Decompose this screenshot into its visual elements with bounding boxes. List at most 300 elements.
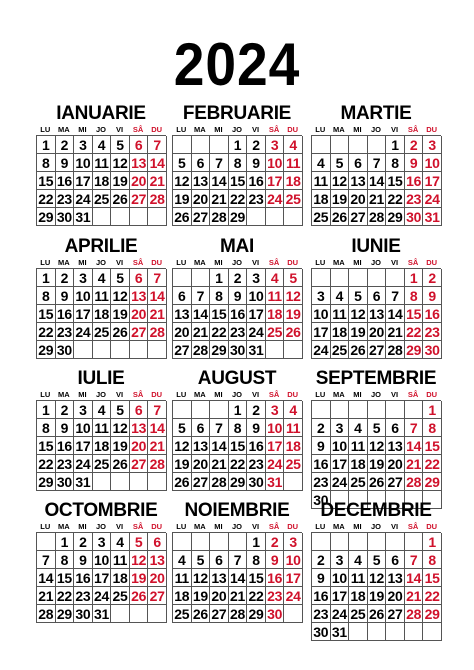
weekday-label: DU bbox=[426, 125, 438, 134]
day-cell: 27 bbox=[173, 341, 192, 359]
weekday-header bbox=[36, 258, 166, 268]
weekday-label: LU bbox=[176, 258, 187, 267]
day-cell: 18 bbox=[173, 587, 192, 605]
day-cell: 21 bbox=[148, 172, 167, 190]
day-cell: 7 bbox=[405, 551, 424, 569]
day-cell: 17 bbox=[312, 323, 331, 341]
weekday-label: LU bbox=[315, 390, 326, 399]
empty-cell bbox=[386, 533, 405, 551]
day-cell: 3 bbox=[93, 533, 112, 551]
day-cell: 30 bbox=[56, 341, 75, 359]
day-cell: 22 bbox=[386, 190, 405, 208]
weekday-label: LU bbox=[176, 125, 187, 134]
day-cell: 16 bbox=[312, 455, 331, 473]
day-cell: 18 bbox=[266, 305, 285, 323]
empty-cell bbox=[386, 401, 405, 419]
day-cell: 14 bbox=[210, 437, 229, 455]
day-cell: 19 bbox=[173, 455, 192, 473]
weekday-label: VI bbox=[390, 125, 399, 134]
day-cell: 12 bbox=[130, 551, 149, 569]
day-cell: 2 bbox=[405, 136, 424, 154]
day-cell: 1 bbox=[405, 269, 424, 287]
day-cell: 15 bbox=[37, 305, 56, 323]
empty-cell bbox=[192, 136, 211, 154]
day-cell: 16 bbox=[405, 172, 424, 190]
day-cell: 13 bbox=[130, 154, 149, 172]
month-name: NOIEMBRIE bbox=[184, 500, 290, 521]
day-cell: 18 bbox=[284, 437, 303, 455]
weekday-label: LU bbox=[40, 258, 51, 267]
day-cell: 10 bbox=[74, 419, 93, 437]
day-cell: 30 bbox=[312, 623, 331, 641]
day-cell: 13 bbox=[386, 569, 405, 587]
day-cell: 25 bbox=[266, 323, 285, 341]
day-grid bbox=[172, 268, 302, 359]
day-cell: 10 bbox=[331, 569, 350, 587]
day-cell: 1 bbox=[56, 533, 75, 551]
weekday-label: DU bbox=[151, 522, 163, 531]
day-cell: 19 bbox=[173, 190, 192, 208]
day-cell: 26 bbox=[368, 473, 387, 491]
day-cell: 4 bbox=[331, 287, 350, 305]
day-cell: 7 bbox=[148, 401, 167, 419]
weekday-label: JO bbox=[231, 125, 242, 134]
day-cell: 1 bbox=[210, 269, 229, 287]
day-cell: 23 bbox=[247, 455, 266, 473]
weekday-header bbox=[311, 522, 441, 532]
day-cell: 23 bbox=[405, 190, 424, 208]
day-cell: 5 bbox=[331, 154, 350, 172]
day-cell: 26 bbox=[130, 587, 149, 605]
day-cell: 29 bbox=[56, 605, 75, 623]
day-cell: 9 bbox=[56, 154, 75, 172]
day-cell: 24 bbox=[247, 323, 266, 341]
month-name: AUGUST bbox=[197, 368, 277, 389]
day-cell: 14 bbox=[368, 172, 387, 190]
day-cell: 28 bbox=[148, 455, 167, 473]
empty-cell bbox=[266, 341, 285, 359]
day-cell: 28 bbox=[405, 605, 424, 623]
day-cell: 5 bbox=[192, 551, 211, 569]
day-cell: 19 bbox=[111, 172, 130, 190]
empty-cell bbox=[284, 473, 303, 491]
weekday-label: JO bbox=[95, 258, 106, 267]
empty-cell bbox=[111, 473, 130, 491]
empty-cell bbox=[284, 341, 303, 359]
weekday-label: VI bbox=[251, 125, 260, 134]
day-cell: 2 bbox=[247, 136, 266, 154]
empty-cell bbox=[74, 341, 93, 359]
empty-cell bbox=[284, 605, 303, 623]
weekday-label: SÂ bbox=[407, 390, 419, 399]
day-cell: 24 bbox=[331, 605, 350, 623]
weekday-label: MI bbox=[353, 258, 362, 267]
day-cell: 4 bbox=[284, 136, 303, 154]
day-cell: 5 bbox=[173, 154, 192, 172]
day-cell: 29 bbox=[423, 473, 442, 491]
day-cell: 20 bbox=[192, 455, 211, 473]
day-cell: 7 bbox=[405, 419, 424, 437]
day-cell: 14 bbox=[192, 305, 211, 323]
day-cell: 9 bbox=[405, 154, 424, 172]
weekday-label: SÂ bbox=[407, 125, 419, 134]
day-cell: 10 bbox=[423, 154, 442, 172]
empty-cell bbox=[331, 269, 350, 287]
day-cell: 22 bbox=[423, 587, 442, 605]
weekday-label: MA bbox=[194, 522, 206, 531]
day-cell: 27 bbox=[386, 605, 405, 623]
day-cell: 3 bbox=[423, 136, 442, 154]
weekday-label: MI bbox=[78, 258, 87, 267]
day-cell: 13 bbox=[192, 437, 211, 455]
day-cell: 6 bbox=[386, 419, 405, 437]
weekday-label: SÂ bbox=[268, 390, 280, 399]
day-cell: 2 bbox=[247, 401, 266, 419]
day-cell: 13 bbox=[349, 172, 368, 190]
day-cell: 31 bbox=[93, 605, 112, 623]
day-cell: 10 bbox=[312, 305, 331, 323]
month-name: MAI bbox=[220, 236, 254, 257]
day-cell: 14 bbox=[148, 287, 167, 305]
weekday-label: MI bbox=[214, 390, 223, 399]
empty-cell bbox=[130, 208, 149, 226]
day-cell: 12 bbox=[111, 419, 130, 437]
day-cell: 14 bbox=[229, 569, 248, 587]
day-cell: 23 bbox=[56, 455, 75, 473]
day-grid bbox=[36, 400, 166, 491]
day-cell: 17 bbox=[423, 172, 442, 190]
day-cell: 8 bbox=[405, 287, 424, 305]
month-iulie bbox=[36, 368, 166, 491]
day-cell: 20 bbox=[349, 190, 368, 208]
empty-cell bbox=[247, 208, 266, 226]
day-cell: 11 bbox=[349, 437, 368, 455]
day-cell: 21 bbox=[368, 190, 387, 208]
empty-cell bbox=[331, 533, 350, 551]
empty-cell bbox=[349, 136, 368, 154]
empty-cell bbox=[349, 623, 368, 641]
day-cell: 15 bbox=[37, 437, 56, 455]
day-cell: 3 bbox=[266, 136, 285, 154]
day-cell: 3 bbox=[247, 269, 266, 287]
weekday-label: VI bbox=[115, 390, 124, 399]
day-cell: 17 bbox=[284, 569, 303, 587]
weekday-label: MA bbox=[194, 125, 206, 134]
month-name: APRILIE bbox=[64, 236, 138, 257]
day-cell: 14 bbox=[148, 154, 167, 172]
weekday-label: DU bbox=[287, 258, 299, 267]
weekday-header bbox=[172, 125, 302, 135]
day-cell: 17 bbox=[266, 437, 285, 455]
day-cell: 15 bbox=[423, 437, 442, 455]
weekday-label: DU bbox=[287, 125, 299, 134]
day-cell: 28 bbox=[37, 605, 56, 623]
day-cell: 16 bbox=[312, 587, 331, 605]
empty-cell bbox=[349, 269, 368, 287]
day-cell: 31 bbox=[266, 473, 285, 491]
day-cell: 27 bbox=[130, 323, 149, 341]
day-cell: 4 bbox=[111, 533, 130, 551]
day-cell: 27 bbox=[368, 341, 387, 359]
empty-cell bbox=[405, 401, 424, 419]
day-cell: 5 bbox=[284, 269, 303, 287]
weekday-label: JO bbox=[370, 522, 381, 531]
day-cell: 25 bbox=[111, 587, 130, 605]
month-name: MARTIE bbox=[340, 103, 412, 124]
day-cell: 21 bbox=[148, 437, 167, 455]
day-cell: 1 bbox=[229, 136, 248, 154]
day-cell: 5 bbox=[111, 401, 130, 419]
day-cell: 24 bbox=[266, 455, 285, 473]
day-cell: 16 bbox=[247, 437, 266, 455]
day-cell: 31 bbox=[74, 473, 93, 491]
day-cell: 11 bbox=[349, 569, 368, 587]
empty-cell bbox=[368, 269, 387, 287]
day-cell: 25 bbox=[284, 190, 303, 208]
day-cell: 18 bbox=[349, 587, 368, 605]
weekday-label: MA bbox=[333, 125, 345, 134]
weekday-label: MA bbox=[333, 522, 345, 531]
weekday-label: LU bbox=[315, 258, 326, 267]
day-cell: 7 bbox=[368, 154, 387, 172]
weekday-label: LU bbox=[176, 390, 187, 399]
day-cell: 22 bbox=[37, 190, 56, 208]
empty-cell bbox=[368, 623, 387, 641]
day-cell: 15 bbox=[229, 172, 248, 190]
day-cell: 23 bbox=[74, 587, 93, 605]
day-cell: 24 bbox=[93, 587, 112, 605]
empty-cell bbox=[111, 208, 130, 226]
month-august bbox=[172, 368, 302, 491]
day-cell: 21 bbox=[192, 323, 211, 341]
day-cell: 1 bbox=[423, 533, 442, 551]
weekday-label: MI bbox=[353, 522, 362, 531]
day-cell: 4 bbox=[266, 269, 285, 287]
empty-cell bbox=[173, 269, 192, 287]
month-septembrie bbox=[311, 368, 441, 509]
day-cell: 10 bbox=[266, 154, 285, 172]
day-cell: 3 bbox=[74, 136, 93, 154]
day-cell: 25 bbox=[312, 208, 331, 226]
day-cell: 4 bbox=[93, 401, 112, 419]
weekday-label: DU bbox=[287, 390, 299, 399]
empty-cell bbox=[284, 208, 303, 226]
day-cell: 13 bbox=[210, 569, 229, 587]
year-title: 2024 bbox=[173, 31, 301, 98]
empty-cell bbox=[266, 208, 285, 226]
day-cell: 17 bbox=[74, 305, 93, 323]
weekday-label: DU bbox=[287, 522, 299, 531]
day-cell: 16 bbox=[74, 569, 93, 587]
month-name: IANUARIE bbox=[56, 103, 146, 124]
day-cell: 12 bbox=[368, 437, 387, 455]
weekday-label: DU bbox=[151, 258, 163, 267]
day-cell: 16 bbox=[229, 305, 248, 323]
day-cell: 9 bbox=[74, 551, 93, 569]
weekday-label: SÂ bbox=[132, 390, 144, 399]
day-cell: 5 bbox=[368, 419, 387, 437]
day-cell: 16 bbox=[423, 305, 442, 323]
weekday-label: MA bbox=[333, 258, 345, 267]
day-cell: 6 bbox=[192, 154, 211, 172]
weekday-label: JO bbox=[95, 125, 106, 134]
empty-cell bbox=[405, 533, 424, 551]
day-cell: 14 bbox=[148, 419, 167, 437]
empty-cell bbox=[130, 605, 149, 623]
day-cell: 6 bbox=[130, 269, 149, 287]
day-cell: 5 bbox=[111, 269, 130, 287]
day-cell: 8 bbox=[423, 419, 442, 437]
weekday-label: VI bbox=[251, 522, 260, 531]
day-cell: 12 bbox=[173, 172, 192, 190]
day-cell: 22 bbox=[423, 455, 442, 473]
day-cell: 21 bbox=[405, 587, 424, 605]
weekday-label: MA bbox=[58, 390, 70, 399]
day-cell: 17 bbox=[74, 172, 93, 190]
day-cell: 29 bbox=[247, 605, 266, 623]
day-cell: 3 bbox=[284, 533, 303, 551]
day-cell: 3 bbox=[266, 401, 285, 419]
weekday-label: VI bbox=[390, 258, 399, 267]
day-cell: 7 bbox=[192, 287, 211, 305]
day-cell: 28 bbox=[148, 323, 167, 341]
day-cell: 29 bbox=[210, 341, 229, 359]
day-cell: 29 bbox=[229, 473, 248, 491]
day-cell: 23 bbox=[266, 587, 285, 605]
day-cell: 29 bbox=[229, 208, 248, 226]
empty-cell bbox=[405, 623, 424, 641]
day-cell: 27 bbox=[386, 473, 405, 491]
day-cell: 29 bbox=[37, 208, 56, 226]
day-cell: 12 bbox=[192, 569, 211, 587]
day-cell: 31 bbox=[331, 623, 350, 641]
day-cell: 17 bbox=[331, 455, 350, 473]
weekday-label: VI bbox=[251, 258, 260, 267]
day-cell: 15 bbox=[56, 569, 75, 587]
weekday-label: DU bbox=[426, 522, 438, 531]
day-cell: 31 bbox=[247, 341, 266, 359]
day-cell: 11 bbox=[284, 419, 303, 437]
day-cell: 10 bbox=[247, 287, 266, 305]
weekday-label: MI bbox=[353, 390, 362, 399]
day-cell: 12 bbox=[331, 172, 350, 190]
day-cell: 23 bbox=[247, 190, 266, 208]
day-cell: 9 bbox=[56, 419, 75, 437]
day-cell: 11 bbox=[173, 569, 192, 587]
day-cell: 26 bbox=[173, 473, 192, 491]
day-cell: 4 bbox=[93, 136, 112, 154]
day-cell: 12 bbox=[349, 305, 368, 323]
day-cell: 28 bbox=[210, 473, 229, 491]
month-mai bbox=[172, 236, 302, 359]
day-cell: 26 bbox=[111, 455, 130, 473]
day-cell: 1 bbox=[229, 401, 248, 419]
day-grid bbox=[311, 268, 441, 359]
day-cell: 24 bbox=[74, 323, 93, 341]
day-cell: 4 bbox=[284, 401, 303, 419]
day-cell: 17 bbox=[247, 305, 266, 323]
empty-cell bbox=[210, 136, 229, 154]
day-cell: 13 bbox=[368, 305, 387, 323]
weekday-label: SÂ bbox=[132, 125, 144, 134]
empty-cell bbox=[192, 401, 211, 419]
day-cell: 15 bbox=[37, 172, 56, 190]
day-cell: 18 bbox=[284, 172, 303, 190]
day-cell: 22 bbox=[56, 587, 75, 605]
day-cell: 7 bbox=[210, 419, 229, 437]
empty-cell bbox=[210, 533, 229, 551]
day-cell: 11 bbox=[93, 419, 112, 437]
day-cell: 25 bbox=[173, 605, 192, 623]
day-cell: 5 bbox=[368, 551, 387, 569]
empty-cell bbox=[93, 473, 112, 491]
weekday-label: MI bbox=[78, 125, 87, 134]
day-cell: 24 bbox=[423, 190, 442, 208]
day-cell: 29 bbox=[386, 208, 405, 226]
weekday-label: VI bbox=[115, 258, 124, 267]
weekday-label: MA bbox=[194, 258, 206, 267]
month-iunie bbox=[311, 236, 441, 359]
day-cell: 24 bbox=[312, 341, 331, 359]
day-cell: 16 bbox=[56, 172, 75, 190]
day-cell: 17 bbox=[331, 587, 350, 605]
day-cell: 30 bbox=[405, 208, 424, 226]
day-cell: 7 bbox=[148, 269, 167, 287]
day-cell: 9 bbox=[56, 287, 75, 305]
day-cell: 5 bbox=[173, 419, 192, 437]
day-cell: 3 bbox=[331, 419, 350, 437]
day-cell: 11 bbox=[284, 154, 303, 172]
day-cell: 30 bbox=[423, 341, 442, 359]
day-cell: 25 bbox=[93, 455, 112, 473]
day-cell: 1 bbox=[37, 269, 56, 287]
weekday-label: MI bbox=[78, 390, 87, 399]
day-cell: 20 bbox=[173, 323, 192, 341]
day-cell: 2 bbox=[312, 419, 331, 437]
day-cell: 6 bbox=[192, 419, 211, 437]
empty-cell bbox=[229, 533, 248, 551]
day-cell: 11 bbox=[266, 287, 285, 305]
day-cell: 9 bbox=[312, 437, 331, 455]
day-cell: 15 bbox=[405, 305, 424, 323]
day-cell: 15 bbox=[229, 437, 248, 455]
weekday-header bbox=[172, 258, 302, 268]
weekday-label: DU bbox=[426, 390, 438, 399]
day-cell: 14 bbox=[386, 305, 405, 323]
month-februarie bbox=[172, 103, 302, 226]
empty-cell bbox=[386, 269, 405, 287]
day-cell: 2 bbox=[74, 533, 93, 551]
day-cell: 2 bbox=[56, 269, 75, 287]
day-cell: 8 bbox=[423, 551, 442, 569]
empty-cell bbox=[312, 401, 331, 419]
day-grid bbox=[311, 400, 441, 509]
empty-cell bbox=[148, 208, 167, 226]
day-cell: 23 bbox=[423, 323, 442, 341]
month-ianuarie bbox=[36, 103, 166, 226]
day-grid bbox=[172, 532, 302, 623]
day-cell: 2 bbox=[229, 269, 248, 287]
day-cell: 20 bbox=[368, 323, 387, 341]
weekday-label: LU bbox=[315, 125, 326, 134]
weekday-header bbox=[172, 522, 302, 532]
weekday-label: MI bbox=[214, 522, 223, 531]
day-cell: 21 bbox=[148, 305, 167, 323]
day-cell: 27 bbox=[349, 208, 368, 226]
day-cell: 9 bbox=[423, 287, 442, 305]
day-cell: 20 bbox=[148, 569, 167, 587]
month-name: DECEMBRIE bbox=[320, 500, 432, 521]
